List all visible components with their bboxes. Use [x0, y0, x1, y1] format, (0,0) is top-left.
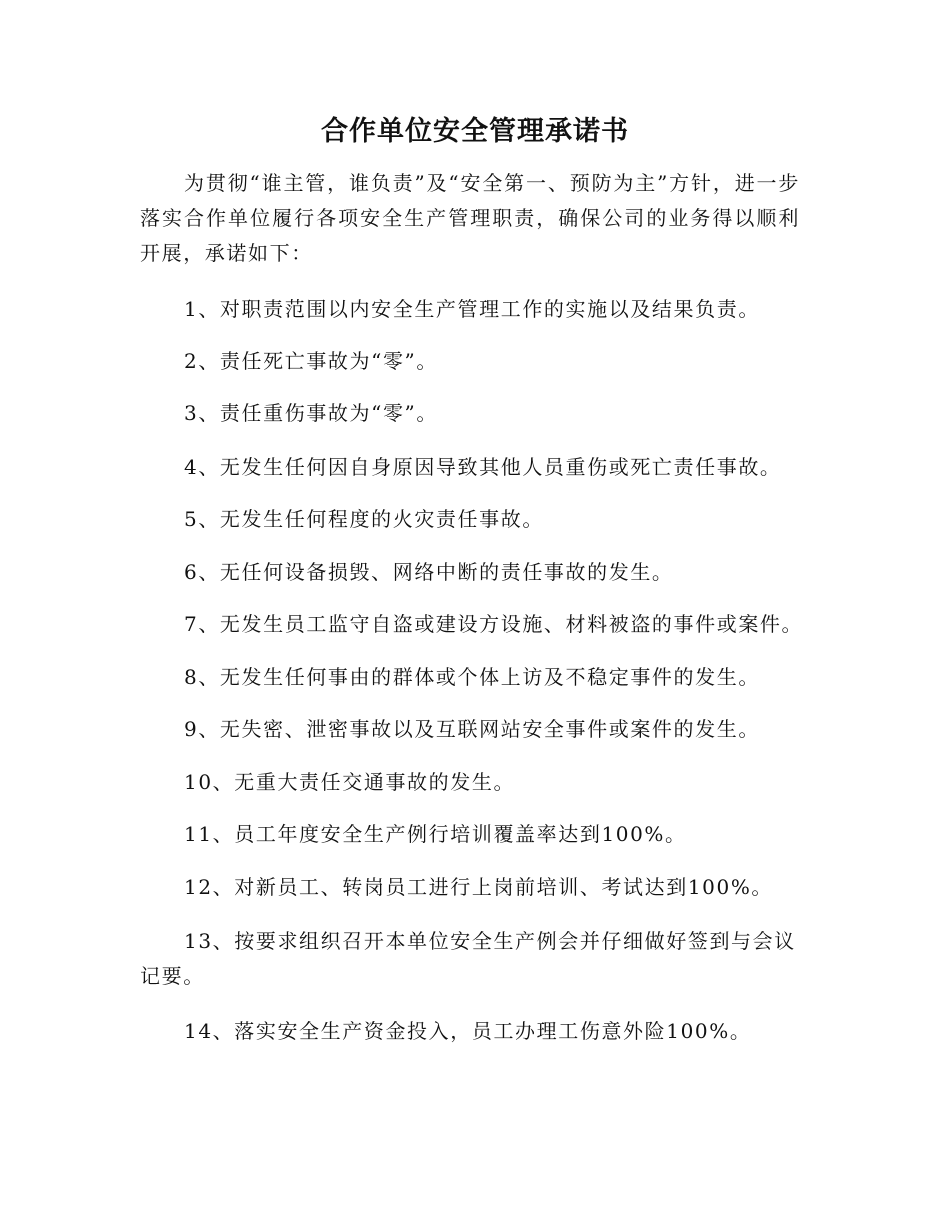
- commitment-item-9: 9、无失密、泄密事故以及互联网站安全事件或案件的发生。: [184, 717, 760, 741]
- commitment-item-11: 11、员工年度安全生产例行培训覆盖率达到100%。: [184, 822, 687, 846]
- commitment-item-1: 1、对职责范围以内安全生产管理工作的实施以及结果负责。: [184, 297, 760, 321]
- intro-paragraph: 为贯彻“谁主管，谁负责”及“安全第一、预防为主”方针，进一步落实合作单位履行各项安全生产管理职责，确保公司的业务得以顺利开展，承诺如下：: [140, 171, 800, 265]
- commitment-item-12: 12、对新员工、转岗员工进行上岗前培训、考试达到100%。: [184, 875, 774, 899]
- commitment-item-7: 7、无发生员工监守自盗或建设方设施、材料被盗的事件或案件。: [184, 612, 804, 636]
- commitment-item-3: 3、责任重伤事故为“零”。: [184, 401, 438, 425]
- commitment-item-8: 8、无发生任何事由的群体或个体上访及不稳定事件的发生。: [184, 665, 760, 689]
- commitment-item-13: 13、按要求组织召开本单位安全生产例会并仔细做好签到与会议记要。: [140, 929, 796, 988]
- commitment-item-14: 14、落实安全生产资金投入，员工办理工伤意外险100%。: [184, 1019, 752, 1043]
- document-title: 合作单位安全管理承诺书: [321, 116, 629, 147]
- commitment-item-5: 5、无发生任何程度的火灾责任事故。: [184, 507, 544, 531]
- commitment-item-4: 4、无发生任何因自身原因导致其他人员重伤或死亡责任事故。: [184, 455, 782, 479]
- commitment-item-10: 10、无重大责任交通事故的发生。: [184, 770, 516, 794]
- commitment-item-2: 2、责任死亡事故为“零”。: [184, 349, 438, 373]
- commitment-item-6: 6、无任何设备损毁、网络中断的责任事故的发生。: [184, 560, 674, 584]
